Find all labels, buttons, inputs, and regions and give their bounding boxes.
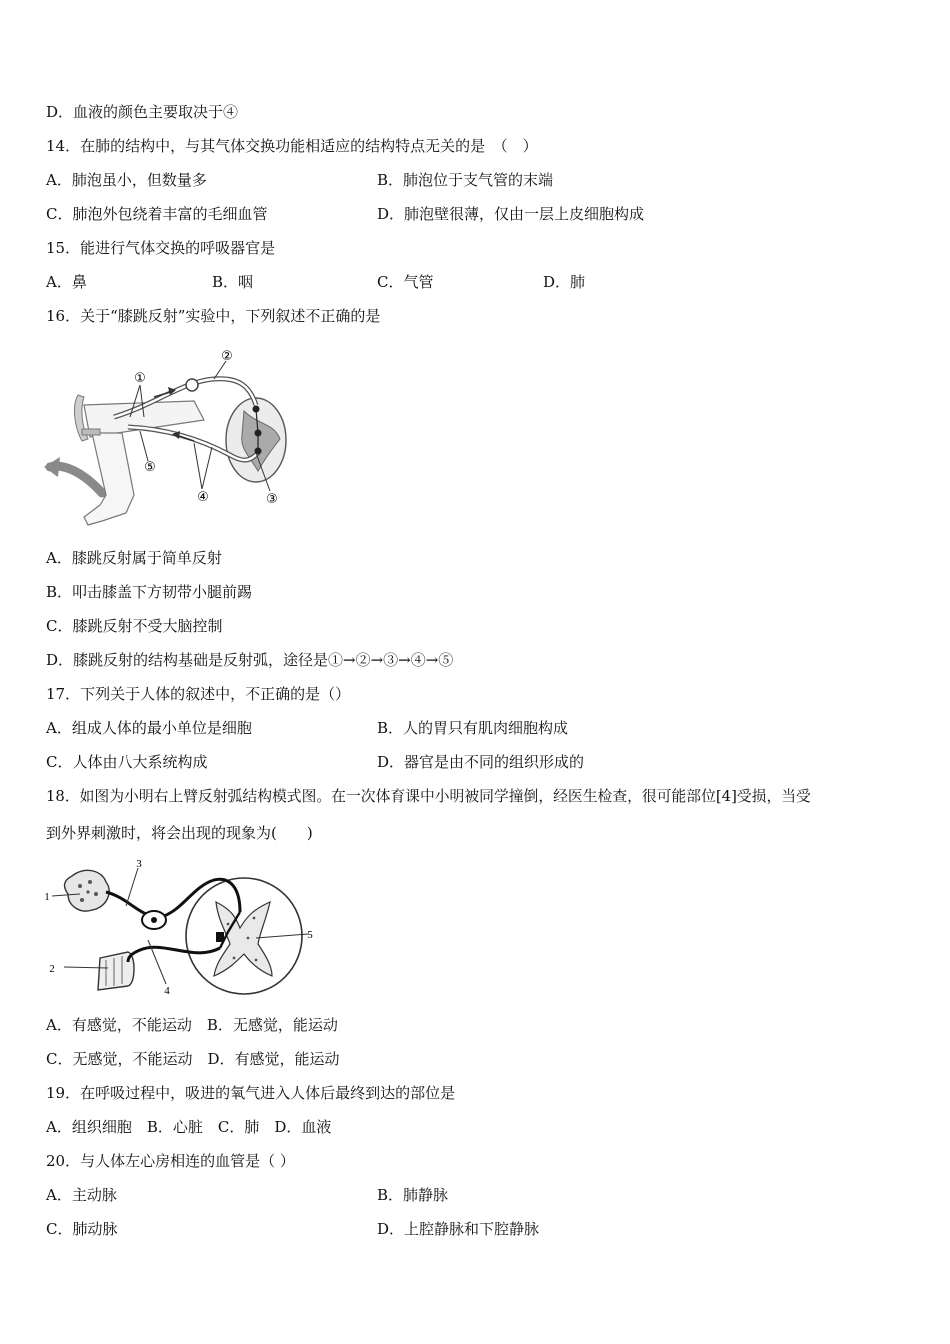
- q18-fig-label-5: 5: [307, 929, 313, 941]
- q17-stem: 17．下列关于人体的叙述中，不正确的是（）: [46, 685, 351, 703]
- q15-option-d: D．肺: [543, 273, 586, 291]
- arm-reflex-arc-figure: [44, 858, 316, 998]
- q17-option-c: C．人体由八大系统构成: [46, 753, 208, 771]
- q16-option-b: B．叩击膝盖下方韧带小腿前踢: [46, 583, 253, 601]
- q15-option-a: A．鼻: [46, 273, 87, 291]
- q20-option-d: D．上腔静脉和下腔静脉: [377, 1220, 540, 1238]
- q16-stem: 16．关于“膝跳反射”实验中，下列叙述不正确的是: [46, 307, 381, 325]
- q20-stem: 20．与人体左心房相连的血管是（ ）: [46, 1152, 295, 1170]
- q14-option-b: B．肺泡位于支气管的末端: [377, 171, 554, 189]
- q16-fig-label-5: ⑤: [144, 460, 156, 475]
- q16-option-d: D．膝跳反射的结构基础是反射弧，途径是①→②→③→④→⑤: [46, 651, 454, 669]
- q14-stem: 14．在肺的结构中，与其气体交换功能相适应的结构特点无关的是 （ ）: [46, 137, 538, 155]
- q14-option-c: C．肺泡外包绕着丰富的毛细血管: [46, 205, 268, 223]
- q20-option-a: A．主动脉: [46, 1186, 117, 1204]
- q18-fig-label-2: 2: [49, 963, 55, 975]
- q18-options-cd: C．无感觉，不能运动 D．有感觉，能运动: [46, 1050, 340, 1068]
- q18-stem-line-2: 到外界刺激时，将会出现的现象为( ): [46, 824, 313, 842]
- q18-fig-label-1: 1: [44, 891, 50, 903]
- q18-options-ab: A．有感觉，不能运动 B．无感觉，能运动: [46, 1016, 338, 1034]
- q16-fig-label-3: ③: [266, 492, 278, 507]
- q15-option-b: B．咽: [212, 273, 254, 291]
- q16-option-c: C．膝跳反射不受大脑控制: [46, 617, 223, 635]
- q19-options: A．组织细胞 B．心脏 C．肺 D．血液: [46, 1118, 332, 1136]
- q14-option-a: A．肺泡虽小，但数量多: [46, 171, 207, 189]
- q14-option-d: D．肺泡壁很薄，仅由一层上皮细胞构成: [377, 205, 645, 223]
- knee-jerk-reflex-figure: [44, 345, 289, 530]
- q15-option-c: C．气管: [377, 273, 434, 291]
- q16-fig-label-1: ①: [134, 371, 146, 386]
- q17-option-d: D．器官是由不同的组织形成的: [377, 753, 585, 771]
- q16-option-a: A．膝跳反射属于简单反射: [46, 549, 222, 567]
- q19-stem: 19．在呼吸过程中，吸进的氧气进入人体后最终到达的部位是: [46, 1084, 456, 1102]
- q16-fig-label-4: ④: [197, 490, 209, 505]
- q13-option-d: D．血液的颜色主要取决于④: [46, 103, 239, 121]
- q17-option-a: A．组成人体的最小单位是细胞: [46, 719, 252, 737]
- q20-option-b: B．肺静脉: [377, 1186, 449, 1204]
- q15-stem: 15．能进行气体交换的呼吸器官是: [46, 239, 276, 257]
- q18-fig-label-3: 3: [136, 858, 142, 870]
- q18-fig-label-4: 4: [164, 985, 170, 997]
- q20-option-c: C．肺动脉: [46, 1220, 118, 1238]
- q16-fig-label-2: ②: [221, 349, 233, 364]
- q17-option-b: B．人的胃只有肌肉细胞构成: [377, 719, 569, 737]
- q18-stem-line-1: 18．如图为小明右上臂反射弧结构模式图。在一次体育课中小明被同学撞倒，经医生检查，很可能部位[4]受损，当受: [46, 788, 811, 805]
